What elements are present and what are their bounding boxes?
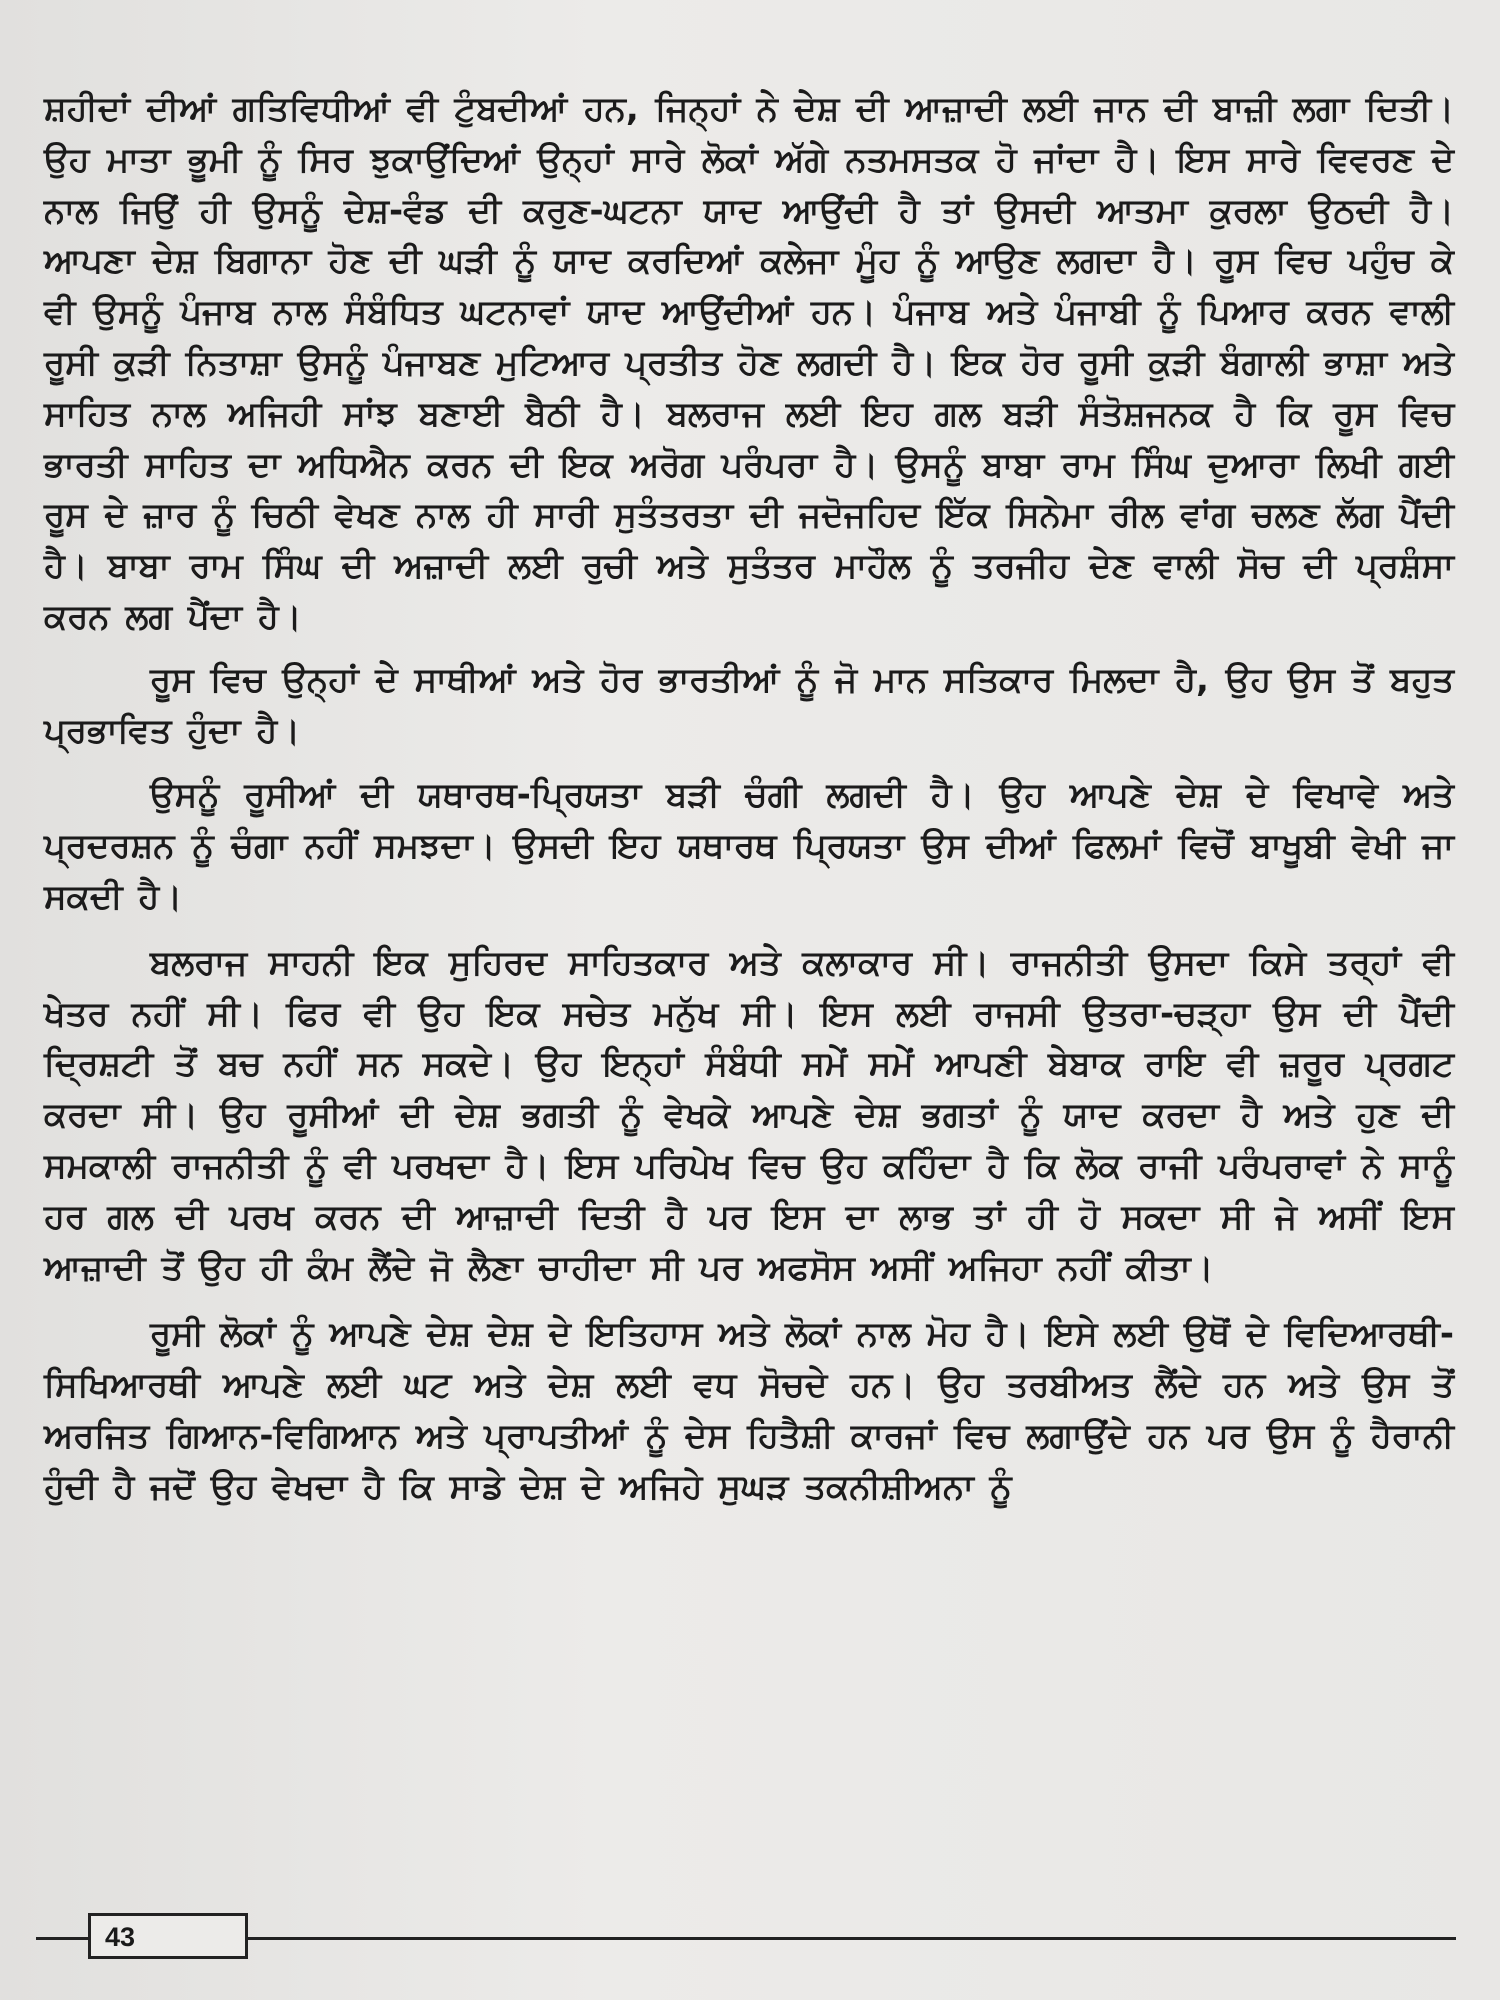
- paragraph-1: ਸ਼ਹੀਦਾਂ ਦੀਆਂ ਗਤਿਵਿਧੀਆਂ ਵੀ ਟੁੰਬਦੀਆਂ ਹਨ, ਜਿਨ੍ਹਾਂ ਨੇ ਦੇਸ਼ ਦੀ ਆਜ਼ਾਦੀ ਲਈ ਜਾਨ ਦੀ ਬਾਜ਼ੀ ਲਗਾ ਦਿਤੀ। ਉਹ ਮਾਤਾ ਭੂਮੀ ਨੂੰ ਸਿਰ ਝੁਕਾਉਂਦਿਆਂ ਉਨ੍ਹਾਂ ਸਾਰੇ ਲੋਕਾਂ ਅੱਗੇ ਨਤਮਸਤਕ ਹੋ ਜਾਂਦਾ ਹੈ। ਇਸ ਸਾਰੇ ਵਿਵਰਣ ਦੇ ਨਾਲ ਜਿਉਂ ਹੀ ਉਸਨੂੰ ਦੇਸ਼-ਵੰਡ ਦੀ ਕਰੁਣ-ਘਟਨਾ ਯਾਦ ਆਉਂਦੀ ਹੈ ਤਾਂ ਉਸਦੀ ਆਤਮਾ ਕੁਰਲਾ ਉਠਦੀ ਹੈ। ਆਪਣਾ ਦੇਸ਼ ਬਿਗਾਨਾ ਹੋਣ ਦੀ ਘੜੀ ਨੂੰ ਯਾਦ ਕਰਦਿਆਂ ਕਲੇਜਾ ਮੂੰਹ ਨੂੰ ਆਉਣ ਲਗਦਾ ਹੈ। ਰੂਸ ਵਿਚ ਪਹੁੰਚ ਕੇ ਵੀ ਉਸਨੂੰ ਪੰਜਾਬ ਨਾਲ ਸੰਬੰਧਿਤ ਘਟਨਾਵਾਂ ਯਾਦ ਆਉਂਦੀਆਂ ਹਨ। ਪੰਜਾਬ ਅਤੇ ਪੰਜਾਬੀ ਨੂੰ ਪਿਆਰ ਕਰਨ ਵਾਲੀ ਰੂਸੀ ਕੁੜੀ ਨਿਤਾਸ਼ਾ ਉਸਨੂੰ ਪੰਜਾਬਣ ਮੁਟਿਆਰ ਪ੍ਰਤੀਤ ਹੋਣ ਲਗਦੀ ਹੈ। ਇਕ ਹੋਰ ਰੂਸੀ ਕੁੜੀ ਬੰਗਾਲੀ ਭਾਸ਼ਾ ਅਤੇ ਸਾਹਿਤ ਨਾਲ ਅਜਿਹੀ ਸਾਂਝ ਬਣਾਈ ਬੈਠੀ ਹੈ। ਬਲਰਾਜ ਲਈ ਇਹ ਗਲ ਬੜੀ ਸੰਤੋਸ਼ਜਨਕ ਹੈ ਕਿ ਰੂਸ ਵਿਚ ਭਾਰਤੀ ਸਾਹਿਤ ਦਾ ਅਧਿਐਨ ਕਰਨ ਦੀ ਇਕ ਅਰੋਗ ਪਰੰਪਰਾ ਹੈ। ਉਸਨੂੰ ਬਾਬਾ ਰਾਮ ਸਿੰਘ ਦੁਆਰਾ ਲਿਖੀ ਗਈ ਰੂਸ ਦੇ ਜ਼ਾਰ ਨੂੰ ਚਿਠੀ ਵੇਖਣ ਨਾਲ ਹੀ ਸਾਰੀ ਸੁਤੰਤਰਤਾ ਦੀ ਜਦੋਜਹਿਦ ਇੱਕ ਸਿਨੇਮਾ ਰੀਲ ਵਾਂਗ ਚਲਣ ਲੱਗ ਪੈਂਦੀ ਹੈ। ਬਾਬਾ ਰਾਮ ਸਿੰਘ ਦੀ ਅਜ਼ਾਦੀ ਲਈ ਰੁਚੀ ਅਤੇ ਸੁਤੰਤਰ ਮਾਹੌਲ ਨੂੰ ਤਰਜੀਹ ਦੇਣ ਵਾਲੀ ਸੋਚ ਦੀ ਪ੍ਰਸ਼ੰਸਾ ਕਰਨ ਲਗ ਪੈਂਦਾ ਹੈ।: [44, 89, 1454, 637]
- paragraph-3: ਉਸਨੂੰ ਰੂਸੀਆਂ ਦੀ ਯਥਾਰਥ-ਪ੍ਰਿਯਤਾ ਬੜੀ ਚੰਗੀ ਲਗਦੀ ਹੈ। ਉਹ ਆਪਣੇ ਦੇਸ਼ ਦੇ ਵਿਖਾਵੇ ਅਤੇ ਪ੍ਰਦਰਸ਼ਨ ਨੂੰ ਚੰਗਾ ਨਹੀਂ ਸਮਝਦਾ। ਉਸਦੀ ਇਹ ਯਥਾਰਥ ਪ੍ਰਿਯਤਾ ਉਸ ਦੀਆਂ ਫਿਲਮਾਂ ਵਿਚੋਂ ਬਾਖੂਬੀ ਵੇਖੀ ਜਾ ਸਕਦੀ ਹੈ।: [44, 775, 1454, 917]
- page-number: 43: [105, 1922, 136, 1952]
- body-text: [44, 84, 1454, 1513]
- page-number-box: [88, 1913, 248, 1959]
- paragraph-5: ਰੂਸੀ ਲੋਕਾਂ ਨੂੰ ਆਪਣੇ ਦੇਸ਼ ਦੇਸ਼ ਦੇ ਇਤਿਹਾਸ ਅਤੇ ਲੋਕਾਂ ਨਾਲ ਮੋਹ ਹੈ। ਇਸੇ ਲਈ ਉਥੋਂ ਦੇ ਵਿਦਿਆਰਥੀ-ਸਿਖਿਆਰਥੀ ਆਪਣੇ ਲਈ ਘਟ ਅਤੇ ਦੇਸ਼ ਲਈ ਵਧ ਸੋਚਦੇ ਹਨ। ਉਹ ਤਰਬੀਅਤ ਲੈਂਦੇ ਹਨ ਅਤੇ ਉਸ ਤੋਂ ਅਰਜਿਤ ਗਿਆਨ-ਵਿਗਿਆਨ ਅਤੇ ਪ੍ਰਾਪਤੀਆਂ ਨੂੰ ਦੇਸ ਹਿਤੈਸ਼ੀ ਕਾਰਜਾਂ ਵਿਚ ਲਗਾਉਂਦੇ ਹਨ ਪਰ ਉਸ ਨੂੰ ਹੈਰਾਨੀ ਹੁੰਦੀ ਹੈ ਜਦੋਂ ਉਹ ਵੇਖਦਾ ਹੈ ਕਿ ਸਾਡੇ ਦੇਸ਼ ਦੇ ਅਜਿਹੇ ਸੁਘੜ ਤਕਨੀਸ਼ੀਅਨਾ ਨੂੰ: [44, 1314, 1454, 1507]
- paragraph-4: ਬਲਰਾਜ ਸਾਹਨੀ ਇਕ ਸੁਹਿਰਦ ਸਾਹਿਤਕਾਰ ਅਤੇ ਕਲਾਕਾਰ ਸੀ। ਰਾਜਨੀਤੀ ਉਸਦਾ ਕਿਸੇ ਤਰ੍ਹਾਂ ਵੀ ਖੇਤਰ ਨਹੀਂ ਸੀ। ਫਿਰ ਵੀ ਉਹ ਇਕ ਸਚੇਤ ਮਨੁੱਖ ਸੀ। ਇਸ ਲਈ ਰਾਜਸੀ ਉਤਰਾ-ਚੜ੍ਹਾ ਉਸ ਦੀ ਪੈਂਦੀ ਦ੍ਰਿਸ਼ਟੀ ਤੋਂ ਬਚ ਨਹੀਂ ਸਨ ਸਕਦੇ। ਉਹ ਇਨ੍ਹਾਂ ਸੰਬੰਧੀ ਸਮੇਂ ਸਮੇਂ ਆਪਣੀ ਬੇਬਾਕ ਰਾਇ ਵੀ ਜ਼ਰੂਰ ਪ੍ਰਗਟ ਕਰਦਾ ਸੀ। ਉਹ ਰੂਸੀਆਂ ਦੀ ਦੇਸ਼ ਭਗਤੀ ਨੂੰ ਵੇਖਕੇ ਆਪਣੇ ਦੇਸ਼ ਭਗਤਾਂ ਨੂੰ ਯਾਦ ਕਰਦਾ ਹੈ ਅਤੇ ਹੁਣ ਦੀ ਸਮਕਾਲੀ ਰਾਜਨੀਤੀ ਨੂੰ ਵੀ ਪਰਖਦਾ ਹੈ। ਇਸ ਪਰਿਪੇਖ ਵਿਚ ਉਹ ਕਹਿੰਦਾ ਹੈ ਕਿ ਲੋਕ ਰਾਜੀ ਪਰੰਪਰਾਵਾਂ ਨੇ ਸਾਨੂੰ ਹਰ ਗਲ ਦੀ ਪਰਖ ਕਰਨ ਦੀ ਆਜ਼ਾਦੀ ਦਿਤੀ ਹੈ ਪਰ ਇਸ ਦਾ ਲਾਭ ਤਾਂ ਹੀ ਹੋ ਸਕਦਾ ਸੀ ਜੇ ਅਸੀਂ ਇਸ ਆਜ਼ਾਦੀ ਤੋਂ ਉਹ ਹੀ ਕੰਮ ਲੈਂਦੇ ਜੋ ਲੈਣਾ ਚਾਹੀਦਾ ਸੀ ਪਰ ਅਫਸੋਸ ਅਸੀਂ ਅਜਿਹਾ ਨਹੀਂ ਕੀਤਾ।: [44, 942, 1454, 1288]
- paragraph-2: ਰੂਸ ਵਿਚ ਉਨ੍ਹਾਂ ਦੇ ਸਾਥੀਆਂ ਅਤੇ ਹੋਰ ਭਾਰਤੀਆਂ ਨੂੰ ਜੋ ਮਾਨ ਸਤਿਕਾਰ ਮਿਲਦਾ ਹੈ, ਉਹ ਉਸ ਤੋਂ ਬਹੁਤ ਪ੍ਰਭਾਵਿਤ ਹੁੰਦਾ ਹੈ।: [44, 659, 1454, 751]
- page-footer: [36, 1906, 1456, 1962]
- footer-rule: [36, 1937, 1456, 1940]
